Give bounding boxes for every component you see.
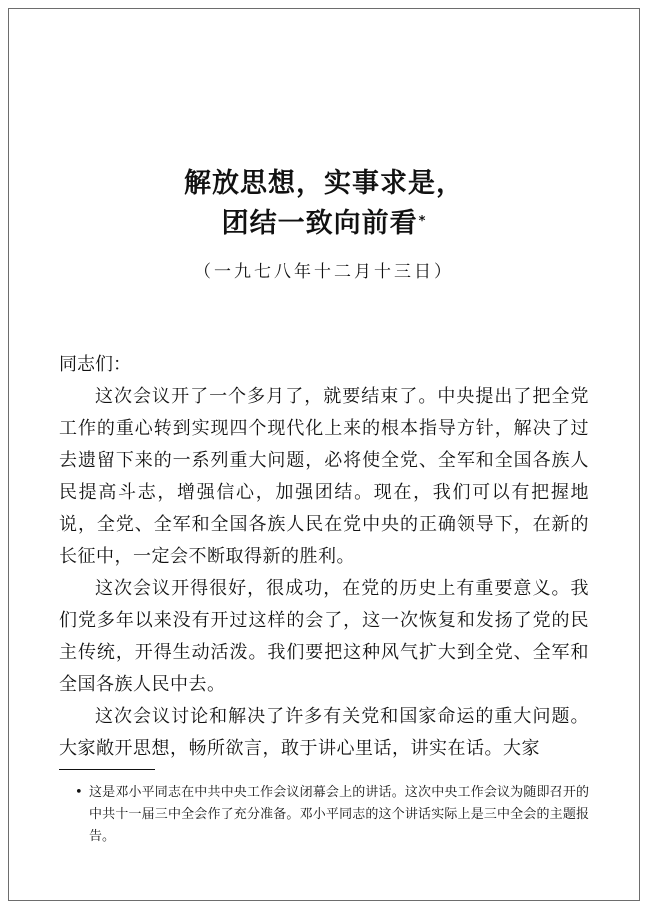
footnote-bullet: •	[75, 785, 83, 800]
salutation: 同志们：	[59, 354, 131, 375]
title-line-2: 团结一致向前看*	[221, 208, 427, 239]
title-block	[9, 164, 639, 284]
paragraph-2: 这次会议开得很好，很成功，在党的历史上有重要意义。我们党多年以来没有开过这样的会了，这一次恢复和发扬了党的民主传统，开得生动活泼。我们要把这种风气扩大到全党、全军和全国各族人民中去。	[59, 578, 589, 695]
speech-date: （一九七八年十二月十三日）	[194, 262, 454, 282]
footnote-divider	[59, 769, 155, 770]
footnote-marker: *	[418, 214, 427, 229]
paragraph-1: 这次会议开了一个多月了，就要结束了。中央提出了把全党工作的重心转到实现四个现代化上来的根本指导方针，解决了过去遗留下来的一系列重大问题，必将使全党、全军和全国各族人民提高斗志，增强信心，加强团结。现在，我们可以有把握地说，全党、全军和全国各族人民在党中央的正确领导下，在新的长征中，一定会不断取得新的胜利。	[59, 386, 589, 567]
footnote	[75, 782, 589, 848]
body-text	[59, 349, 589, 765]
title-line-1: 解放思想，实事求是，	[184, 168, 464, 199]
paragraph-3: 这次会议讨论和解决了许多有关党和国家命运的重大问题。大家敞开思想，畅所欲言，敢于讲心里话，讲实在话。大家	[59, 706, 589, 759]
footnote-text: 这是邓小平同志在中共中央工作会议闭幕会上的讲话。这次中央工作会议为随即召开的中共十一届三中全会作了充分准备。邓小平同志的这个讲话实际上是三中全会的主题报告。	[89, 785, 589, 844]
document-page	[8, 8, 640, 901]
